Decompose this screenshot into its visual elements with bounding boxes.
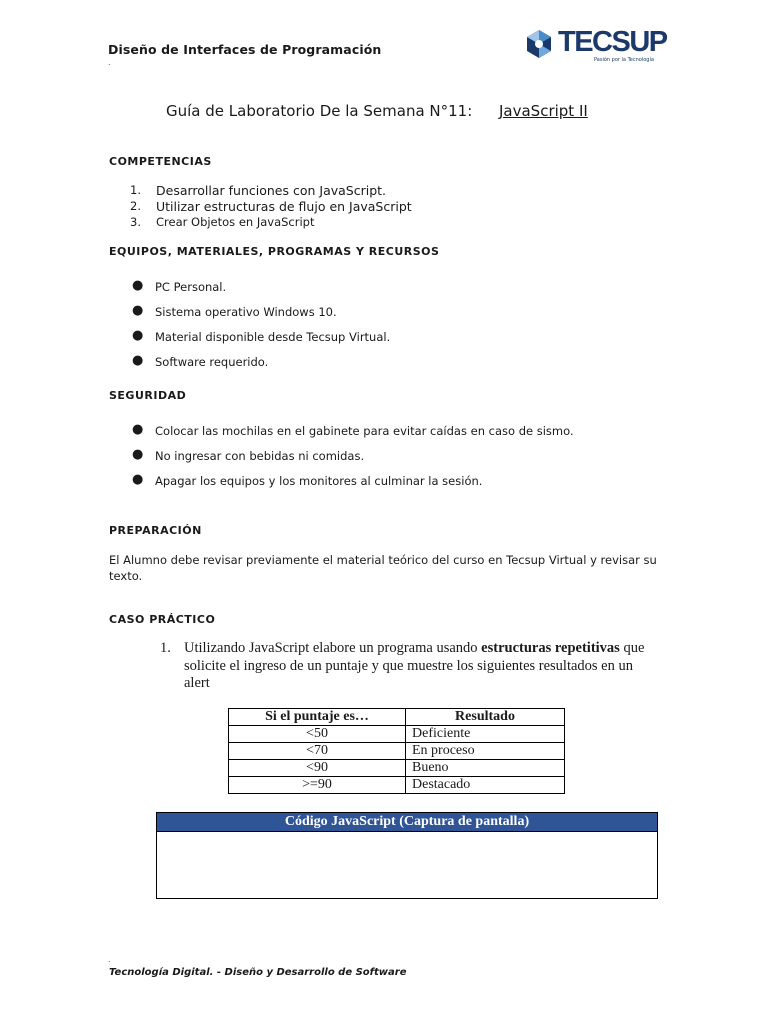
- seguridad-heading: SEGURIDAD: [109, 389, 187, 402]
- code-box: [156, 812, 658, 899]
- page-footer: Tecnología Digital. - Diseño y Desarrollo de Software: [109, 967, 407, 978]
- table-cell: <50: [229, 726, 406, 743]
- list-item-text: No ingresar con bebidas ni comidas.: [155, 449, 365, 463]
- table-cell: Destacado: [406, 777, 565, 794]
- list-item-text: Utilizar estructuras de flujo en JavaScript: [156, 199, 412, 214]
- table-cell: <90: [229, 760, 406, 777]
- code-box-header: Código JavaScript (Captura de pantalla): [157, 813, 657, 832]
- table-header-row: [229, 709, 565, 726]
- list-item-number: 1.: [130, 183, 141, 197]
- caso-text-bold: estructuras repetitivas: [481, 640, 620, 656]
- bullet-icon: ●: [132, 328, 144, 343]
- caso-text-after: que solicite el ingreso de un puntaje y que muestre los siguientes resultados en un alert: [184, 640, 645, 691]
- table-row: [229, 777, 565, 794]
- list-item-text: PC Personal.: [155, 280, 227, 294]
- list-item-text: Crear Objetos en JavaScript: [156, 215, 315, 229]
- tecsup-logo-icon: [524, 29, 554, 59]
- score-table: [228, 708, 565, 794]
- bullet-icon: ●: [132, 278, 144, 293]
- bullet-icon: ●: [132, 303, 144, 318]
- table-cell: <70: [229, 743, 406, 760]
- list-item-text: Apagar los equipos y los monitores al culminar la sesión.: [155, 474, 483, 488]
- header-dot: .: [108, 58, 111, 67]
- page-title-text: Guía de Laboratorio De la Semana N°11:: [166, 102, 473, 120]
- bullet-icon: ●: [132, 472, 144, 487]
- caso-item-number: 1.: [160, 640, 171, 656]
- caso-heading: CASO PRÁCTICO: [109, 613, 216, 626]
- table-cell: Bueno: [406, 760, 565, 777]
- tecsup-logo-tagline: Pasión por la Tecnología: [594, 57, 654, 63]
- caso-item-text: [184, 640, 662, 693]
- table-row: [229, 743, 565, 760]
- table-cell: >=90: [229, 777, 406, 794]
- list-item-number: 2.: [130, 199, 141, 213]
- list-item-text: Desarrollar funciones con JavaScript.: [156, 183, 387, 198]
- competencias-heading: COMPETENCIAS: [109, 155, 212, 168]
- course-header: Diseño de Interfaces de Programación: [108, 42, 382, 57]
- list-item-text: Colocar las mochilas en el gabinete para evitar caídas en caso de sismo.: [155, 424, 574, 438]
- tecsup-logo-text: TECSUP: [558, 26, 667, 58]
- list-item-number: 3.: [130, 215, 141, 229]
- equipos-heading: EQUIPOS, MATERIALES, PROGRAMAS Y RECURSOS: [109, 245, 440, 258]
- list-item-text: Sistema operativo Windows 10.: [155, 305, 337, 319]
- table-row: [229, 760, 565, 777]
- preparacion-text: El Alumno debe revisar previamente el material teórico del curso en Tecsup Virtual y revisar su texto.: [109, 553, 657, 583]
- preparacion-heading: PREPARACIÓN: [109, 524, 202, 537]
- column-header: Si el puntaje es…: [229, 709, 406, 726]
- list-item-text: Material disponible desde Tecsup Virtual.: [155, 330, 391, 344]
- tecsup-logo: [524, 26, 667, 68]
- bullet-icon: ●: [132, 422, 144, 437]
- list-item-text: Software requerido.: [155, 355, 269, 369]
- bullet-icon: ●: [132, 447, 144, 462]
- table-cell: En proceso: [406, 743, 565, 760]
- page-title-subject: JavaScript II: [499, 102, 588, 120]
- column-header: Resultado: [406, 709, 565, 726]
- table-cell: Deficiente: [406, 726, 565, 743]
- table-row: [229, 726, 565, 743]
- footer-dot: .: [108, 955, 111, 964]
- page-title: [166, 102, 588, 120]
- caso-text-before: Utilizando JavaScript elabore un programa usando: [184, 640, 482, 656]
- bullet-icon: ●: [132, 353, 144, 368]
